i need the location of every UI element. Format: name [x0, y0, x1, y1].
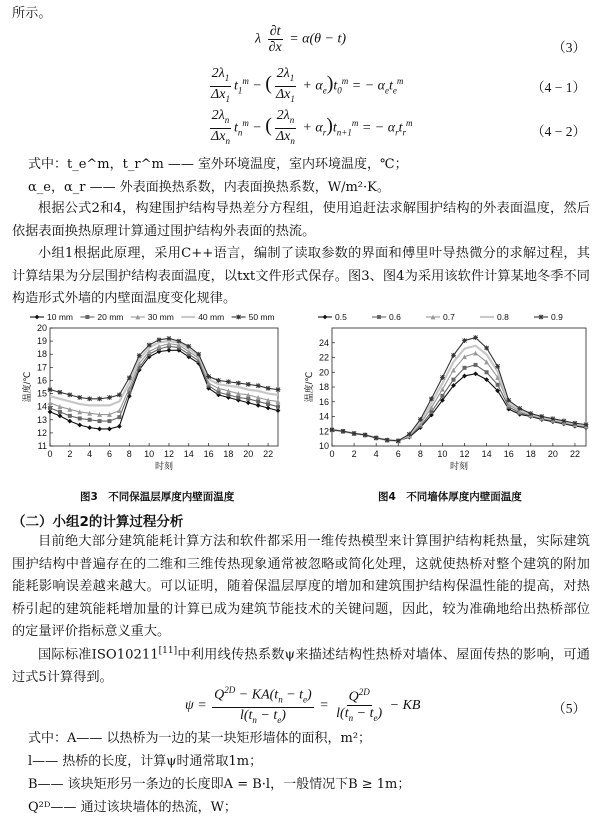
data-point — [48, 387, 53, 392]
x-tick-label: 6 — [106, 449, 112, 459]
data-point — [117, 424, 122, 429]
legend-label: 20 mm — [97, 312, 124, 322]
data-point — [473, 335, 478, 340]
definition-4: Q²ᴰ—— 通过该块墙体的热流，W； — [28, 800, 237, 815]
data-point — [226, 379, 231, 384]
data-point — [58, 413, 63, 418]
data-point — [167, 336, 172, 341]
legend-label: 0.9 — [551, 312, 563, 322]
data-point — [236, 395, 240, 399]
y-tick-label: 20 — [318, 367, 329, 378]
data-point — [206, 374, 211, 379]
x-tick-label: 2 — [67, 449, 73, 459]
data-point — [266, 406, 271, 411]
y-tick-label: 11 — [37, 441, 47, 451]
data-point — [98, 419, 102, 423]
data-point — [385, 438, 390, 443]
x-tick-label: 22 — [263, 449, 274, 459]
y-tick-label: 13 — [36, 414, 47, 425]
data-point — [562, 419, 567, 424]
data-point — [107, 419, 111, 423]
paragraph-4-text-a: 国际标准ISO10211 — [38, 647, 159, 663]
data-point — [528, 411, 533, 416]
x-tick-label: 18 — [525, 449, 536, 459]
plot-frame — [332, 328, 586, 446]
data-point — [440, 375, 445, 380]
data-point — [147, 343, 152, 348]
x-tick-label: 10 — [144, 449, 155, 459]
data-point — [276, 405, 280, 409]
x-tick-label: 2 — [351, 449, 357, 459]
data-point — [451, 353, 456, 358]
y-axis-label: 温度/℃ — [22, 371, 32, 403]
data-point — [107, 427, 112, 432]
legend-label: 0.7 — [443, 312, 455, 322]
data-point — [127, 375, 132, 380]
equation-4-2-number: （4 − 2） — [531, 124, 586, 139]
y-tick-label: 22 — [318, 352, 329, 363]
data-point — [87, 396, 92, 401]
data-point — [77, 395, 82, 400]
data-point — [58, 410, 62, 414]
figure-4-caption: 图4 不同墙体厚度内壁面温度 — [378, 491, 522, 503]
figure-4-chart — [304, 310, 592, 480]
data-point — [573, 421, 578, 426]
data-point — [196, 352, 201, 357]
data-point — [58, 390, 63, 395]
y-tick-label: 10 — [318, 441, 329, 451]
data-point — [495, 364, 500, 369]
data-point — [517, 406, 522, 411]
data-point — [78, 416, 82, 420]
data-point — [396, 438, 401, 443]
data-point — [256, 403, 261, 408]
data-point — [256, 383, 261, 388]
y-tick-label: 18 — [36, 349, 47, 360]
legend-label: 40 mm — [198, 312, 225, 322]
equation-4-2: $\frac{2\lambda_n}{\Delta x_n}$ $t_n^m$ − ( $\frac{2\lambda_n}{\Delta x_n}$ + $\alpha_r)t_{n+1}^m$ = − $\alpha_rt_r^m$ — [211, 108, 413, 146]
data-point — [246, 400, 251, 405]
data-point — [67, 392, 72, 397]
data-point — [176, 339, 181, 344]
data-point — [117, 392, 122, 397]
equation-3: λ $\frac{\partial t}{\partial x}$ = α(θ − t) — [255, 24, 347, 55]
x-tick-label: 8 — [417, 449, 423, 459]
legend-marker — [323, 315, 328, 320]
data-point — [276, 408, 281, 413]
x-axis-label: 时刻 — [449, 461, 469, 471]
data-point — [68, 414, 72, 418]
data-point — [266, 402, 270, 406]
legend-marker — [377, 315, 381, 319]
legend-label: 30 mm — [147, 312, 174, 322]
x-tick-label: 0 — [329, 449, 335, 459]
citation-ref: [11] — [158, 646, 178, 656]
figure-3-caption: 图3 不同保温层厚度内壁面温度 — [80, 491, 235, 503]
x-tick-label: 14 — [481, 449, 492, 459]
data-point — [485, 370, 489, 374]
data-point — [97, 396, 102, 401]
paragraph-3: 目前绝大部分建筑能耗计算方法和软件都采用一维传热模型来计算围护结构耗热量，实际建筑围护结构中普遍存在的二维和三维传热现象通常被忽略或简化处理，这就使热桥对整个建筑的附加能耗影响误差越来越大。可以证明，随着保温层厚度的增加和建筑围护结构保温性能的提高，对热桥引起的建筑能耗增加量的计算已成为建筑节能技术的关键问题，因此，较为准确地给出热桥部位的定量评价指标意义重大。 — [12, 534, 590, 639]
data-point — [407, 432, 412, 437]
x-tick-label: 20 — [547, 449, 558, 459]
data-point — [374, 435, 379, 440]
x-tick-label: 18 — [223, 449, 234, 459]
legend-marker — [236, 315, 241, 320]
data-point — [67, 419, 72, 424]
y-tick-label: 16 — [318, 396, 329, 407]
where-line-2: α_e，α_r —— 外表面换热系数，内表面换热系数，W/m²·K。 — [28, 180, 390, 195]
plot-frame — [50, 328, 278, 446]
data-point — [117, 408, 122, 413]
data-point — [440, 394, 444, 398]
equation-4-1: $\frac{2\lambda_1}{\Delta x_1}$ $t_1^m$ − ( $\frac{2\lambda_1}{\Delta x_1}$ + $\alpha_e)t_0^m$ = − $\alpha_et_e^m$ — [211, 66, 404, 104]
y-tick-label: 12 — [318, 426, 329, 437]
data-point — [539, 414, 544, 419]
data-point — [256, 399, 260, 403]
data-point — [157, 337, 162, 342]
y-tick-label: 12 — [36, 427, 47, 438]
data-point — [496, 383, 500, 387]
data-point — [363, 433, 368, 438]
data-point — [473, 371, 478, 376]
data-point — [107, 395, 112, 400]
data-point — [463, 366, 467, 370]
legend-label: 0.5 — [335, 312, 347, 322]
x-tick-label: 16 — [503, 449, 514, 459]
legend-marker — [85, 315, 89, 319]
data-point — [418, 417, 423, 422]
paragraph-4 — [12, 640, 590, 689]
data-point — [506, 398, 511, 403]
data-point — [216, 378, 221, 383]
data-point — [584, 422, 589, 427]
data-point — [48, 406, 52, 410]
x-tick-label: 12 — [459, 449, 470, 459]
data-point — [167, 348, 172, 353]
data-point — [330, 427, 335, 432]
data-point — [451, 378, 455, 382]
series-line-10mm — [50, 350, 278, 429]
data-point — [550, 416, 555, 421]
data-point — [276, 387, 281, 392]
data-point — [137, 353, 142, 358]
data-point — [87, 425, 92, 430]
data-point — [88, 418, 92, 422]
y-tick-label: 18 — [318, 382, 329, 392]
data-point — [77, 423, 82, 428]
series-line-0.9 — [332, 338, 586, 441]
x-tick-label: 4 — [373, 449, 379, 459]
data-point — [246, 397, 250, 401]
data-point — [474, 363, 478, 367]
equation-3-number: （3） — [552, 40, 586, 55]
y-tick-label: 17 — [36, 362, 47, 373]
x-tick-label: 14 — [183, 449, 194, 459]
data-point — [236, 381, 241, 386]
data-point — [117, 415, 121, 419]
x-tick-label: 0 — [47, 449, 53, 459]
x-tick-label: 16 — [203, 449, 214, 459]
x-tick-label: 12 — [163, 449, 174, 459]
x-axis-label: 时刻 — [154, 461, 174, 471]
x-tick-label: 8 — [126, 449, 132, 459]
paragraph-1: 根据公式2和4，构建围护结构导热差分方程组，使用追赶法求解围护结构的外表面温度，然后依据表面换热原理计算通过围护结构外表面的热流。 — [12, 201, 590, 239]
x-tick-label: 22 — [569, 449, 580, 459]
y-tick-label: 16 — [36, 375, 47, 386]
equation-5-number: （5） — [552, 701, 586, 716]
paragraph-4-text-b: 中利用线传热系数ψ来描述结构性热桥对墙体、屋面传热的影响，可通过式5计算得到。 — [12, 647, 590, 685]
paragraph-2: 小组1根据此原理，采用C++语言，编制了读取参数的界面和傅里叶导热微分的求解过程，其计算结果为分层围护结构表面温度，以txt文件形式保存。图3、图4为采用该软件计算某地冬季不同构造形式外墙的内壁面温度变化规律。 — [12, 246, 590, 306]
x-tick-label: 10 — [437, 449, 448, 459]
series-line-0.8 — [332, 346, 586, 441]
y-tick-label: 14 — [318, 411, 329, 422]
data-point — [462, 338, 467, 343]
data-point — [217, 390, 221, 394]
definition-2: l—— 热桥的长度，计算ψ时通常取1m； — [28, 754, 263, 769]
legend-label: 0.6 — [389, 312, 401, 322]
legend-label: 50 mm — [248, 312, 275, 322]
definition-1: 式中：A—— 以热桥为一边的某一块矩形墙体的面积，m²； — [28, 731, 372, 746]
data-point — [97, 427, 102, 432]
x-tick-label: 6 — [395, 449, 401, 459]
y-tick-label: 14 — [36, 401, 47, 412]
x-tick-label: 4 — [87, 449, 93, 459]
data-point — [186, 344, 191, 349]
legend-label: 10 mm — [47, 312, 73, 322]
data-point — [226, 393, 230, 397]
series-line-0.7 — [332, 353, 586, 441]
equation-4-1-number: （4 − 1） — [531, 80, 586, 95]
figure-3-chart — [22, 310, 284, 480]
intro-text: 所示。 — [12, 6, 52, 21]
y-tick-label: 24 — [318, 337, 329, 348]
definition-3: B—— 该块矩形另一条边的长度即A = B·l，一般情况下B ≥ 1m； — [28, 777, 411, 792]
y-tick-label: 15 — [36, 388, 47, 399]
y-axis-label: 温度/℃ — [304, 371, 314, 403]
data-point — [429, 396, 434, 401]
where-line-1: 式中：t_e^m，t_r^m —— 室外环境温度，室内环境温度，℃； — [28, 157, 408, 172]
y-tick-label: 20 — [36, 323, 47, 333]
data-point — [341, 429, 346, 434]
data-point — [48, 400, 53, 405]
legend-label: 0.8 — [497, 312, 509, 322]
legend-marker — [539, 315, 544, 320]
y-tick-label: 19 — [36, 336, 47, 347]
section-title: （二）小组2的计算过程分析 — [12, 514, 184, 530]
equation-5: ψ = $\frac{Q^{2D} - KA(t_n - t_e)}{l(t_n - t_e)}$ = $\frac{Q^{2D}}{l(t_n - t_e)}$ − KB — [185, 685, 421, 726]
data-point — [48, 410, 53, 415]
x-tick-label: 20 — [243, 449, 254, 459]
series-line-0.5 — [332, 374, 586, 441]
data-point — [484, 346, 489, 351]
data-point — [266, 386, 271, 391]
legend-marker — [35, 315, 40, 320]
data-point — [246, 382, 251, 387]
data-point — [352, 431, 357, 436]
series-line-0.6 — [332, 365, 586, 441]
